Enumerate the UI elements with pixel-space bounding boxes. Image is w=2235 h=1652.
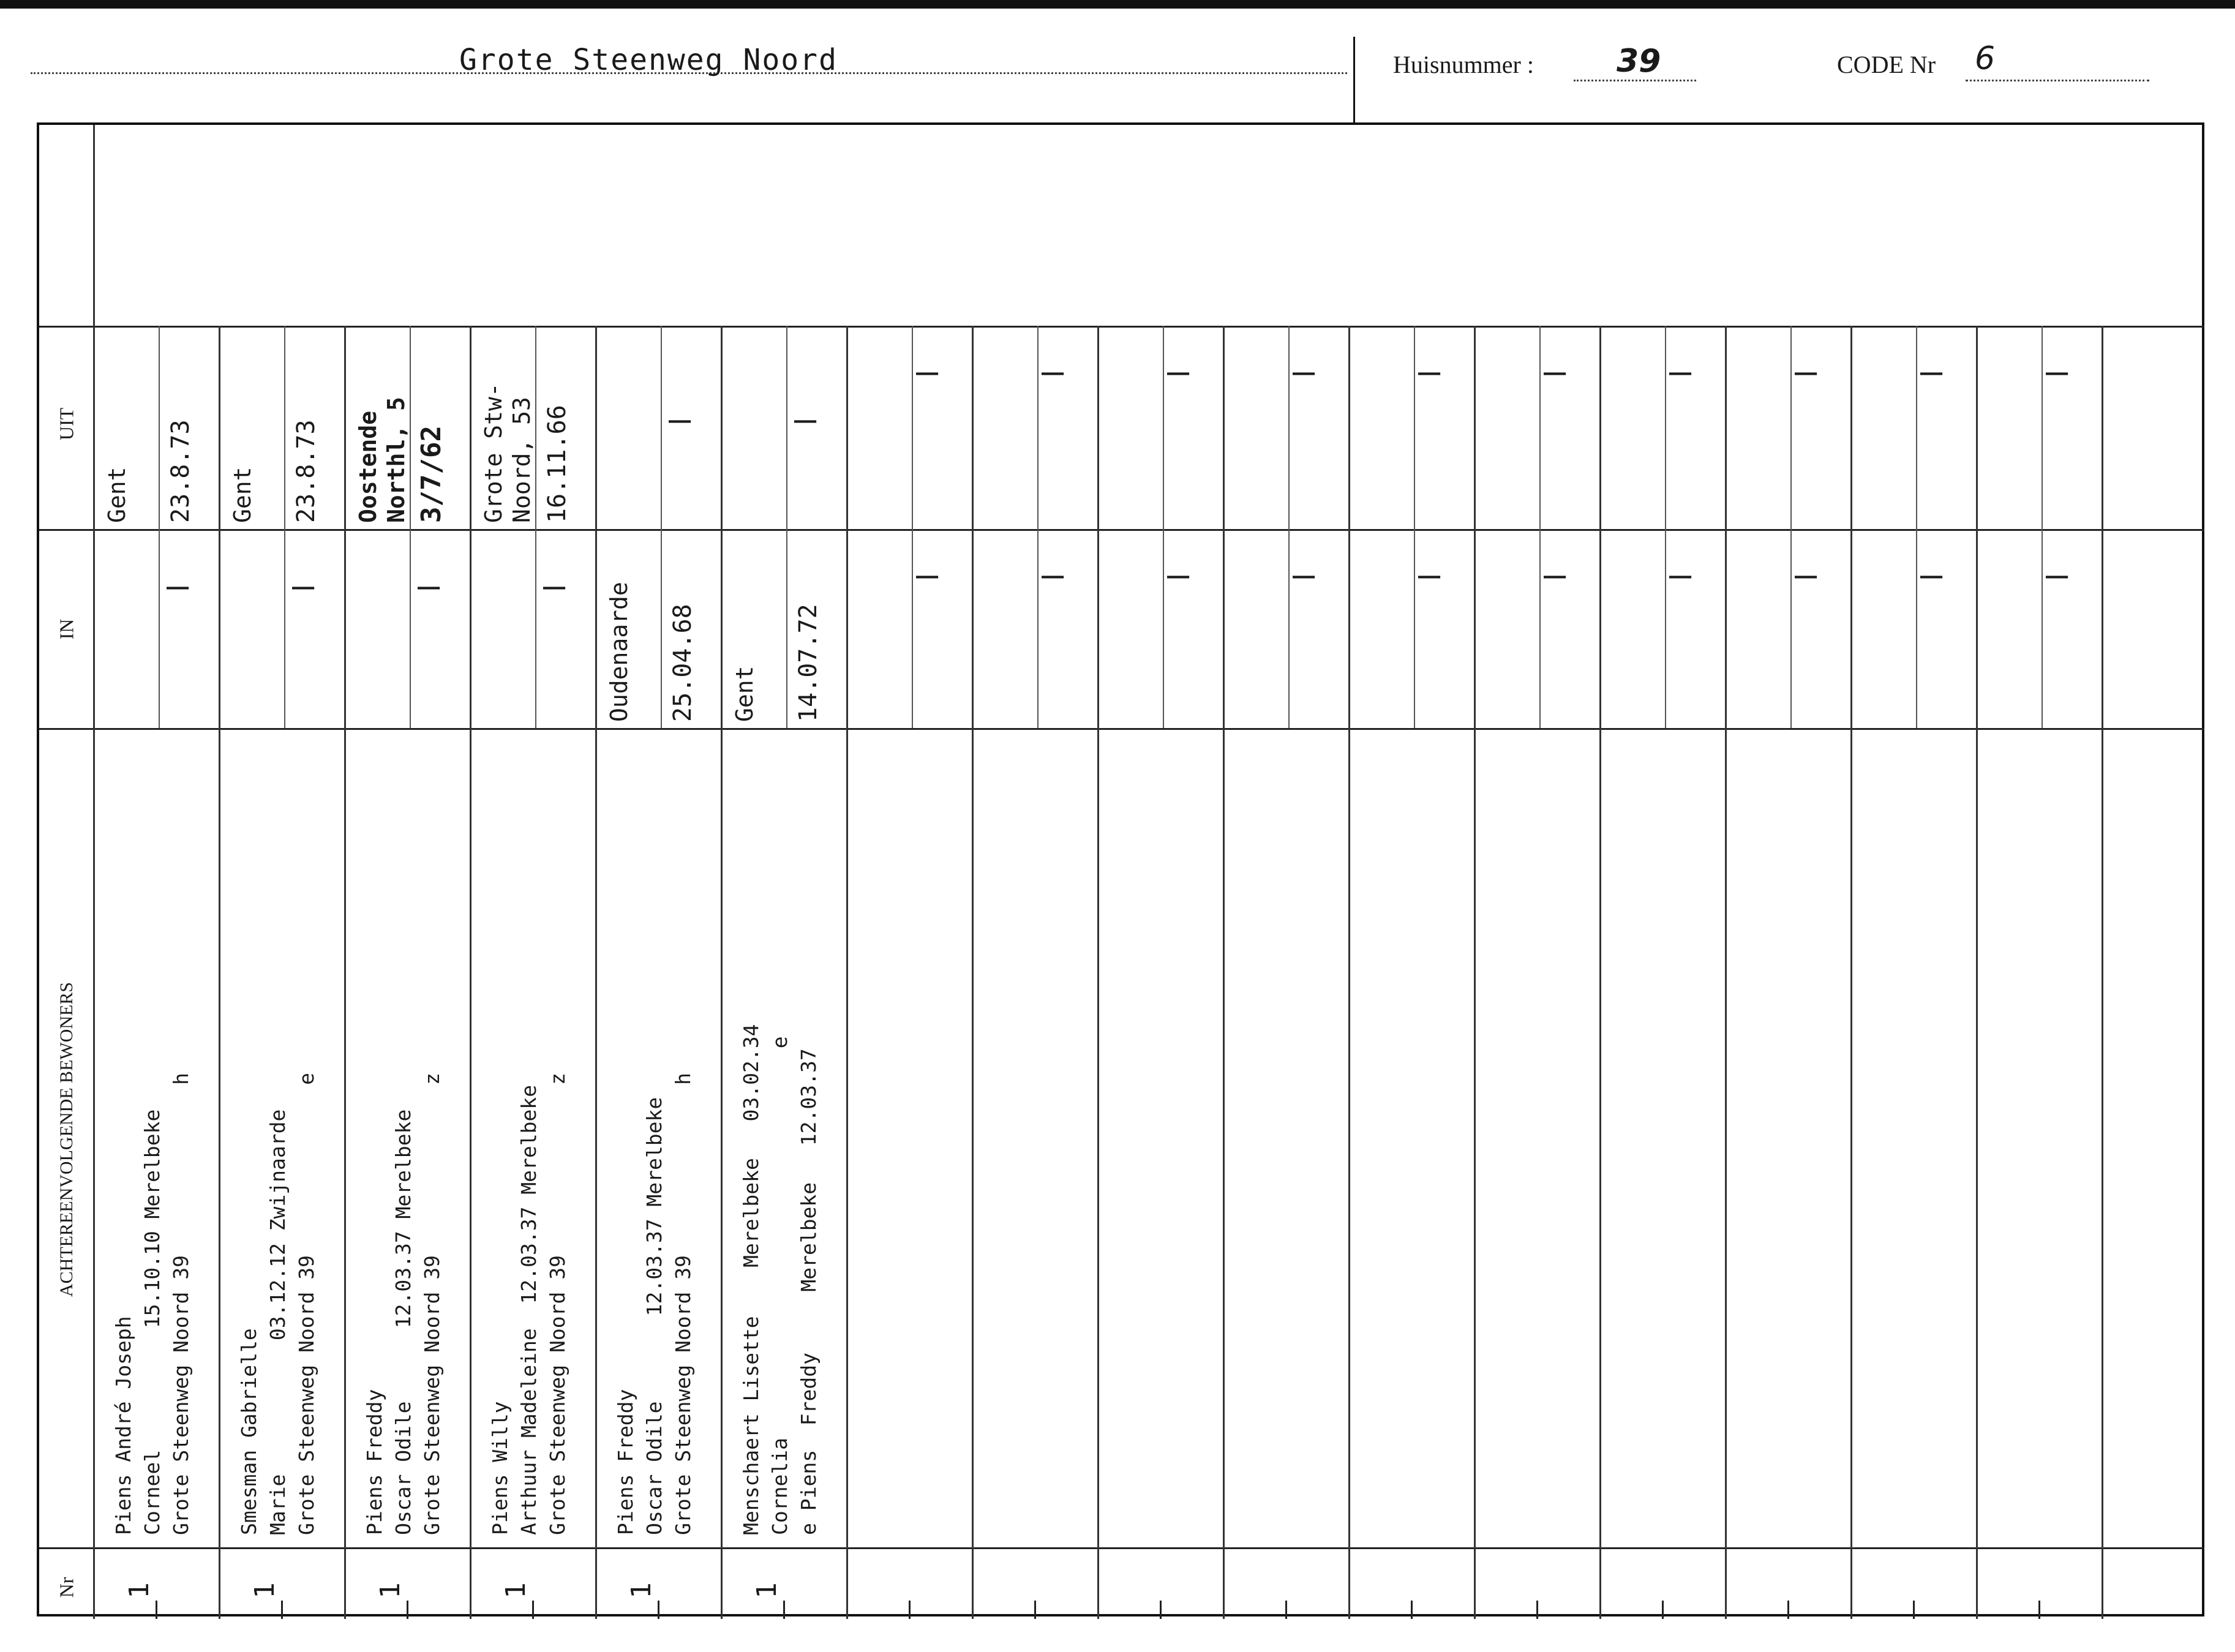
resident-row (596, 125, 722, 1619)
empty-out-dash: — (1795, 350, 1817, 393)
empty-in-dash: — (1293, 554, 1315, 596)
out-date: — (669, 398, 691, 441)
in-subdivider (2042, 529, 2043, 728)
empty-in-dash: — (1795, 554, 1817, 596)
out-subdivider (2042, 326, 2043, 529)
form-header (0, 0, 2235, 122)
code-number-label: CODE Nr (1837, 51, 1936, 78)
in-subdivider (1665, 529, 1666, 728)
empty-in-dash: — (2046, 554, 2068, 596)
empty-out-dash: — (2046, 350, 2068, 393)
house-number-value: 39 (1617, 43, 1661, 80)
out-subdivider (284, 326, 285, 529)
empty-in-dash: — (916, 554, 939, 596)
house-number-label: Huisnummer : (1393, 51, 1534, 78)
in-date: 25.04.68 (669, 604, 697, 722)
resident-row (471, 125, 596, 1619)
resident-row (220, 125, 345, 1619)
bottom-tick (2038, 1601, 2040, 1619)
in-column-label: IN (55, 618, 78, 640)
out-date: 3/7/62 (416, 426, 447, 523)
code-number-value: 6 (1975, 40, 1996, 77)
empty-in-dash: — (1418, 554, 1441, 596)
header-divider (1353, 37, 1355, 122)
bottom-tick (909, 1601, 911, 1619)
empty-out-dash: — (1418, 350, 1441, 393)
house-number-dotted-line (1574, 80, 1696, 81)
resident-entry: Smesman Gabrielle Marie 03.12.12 Zwijnaarde Grote Steenweg Noord 39 e (237, 1073, 318, 1535)
row-number: 1 (249, 1582, 280, 1599)
out-place: Grote Stw- Noord, 53 (480, 383, 535, 523)
out-place: Gent (103, 467, 130, 523)
out-subdivider (1163, 326, 1164, 529)
bottom-tick (783, 1601, 785, 1619)
bottom-tick (1160, 1601, 1162, 1619)
empty-out-dash: — (1042, 350, 1064, 393)
bottom-tick (281, 1601, 283, 1619)
resident-row (847, 125, 973, 1619)
in-subdivider (1790, 529, 1792, 728)
register-table (37, 122, 2204, 1616)
resident-row (1977, 125, 2103, 1619)
row-divider (2102, 326, 2103, 1619)
out-subdivider (912, 326, 913, 529)
empty-in-dash: — (1544, 554, 1566, 596)
out-date: — (794, 398, 817, 441)
resident-row (1852, 125, 1977, 1619)
out-subdivider (1288, 326, 1290, 529)
in-subdivider (1414, 529, 1415, 728)
bottom-tick (1411, 1601, 1413, 1619)
empty-in-dash: — (1167, 554, 1190, 596)
bottom-tick (1787, 1601, 1789, 1619)
out-subdivider (786, 326, 787, 529)
empty-out-dash: — (916, 350, 939, 393)
resident-row (1224, 125, 1350, 1619)
resident-row (1099, 125, 1224, 1619)
out-column-label: UIT (55, 407, 78, 441)
row-number: 1 (500, 1582, 532, 1599)
resident-row (973, 125, 1099, 1619)
out-date: 16.11.66 (543, 405, 571, 523)
resident-entry: Menschaert Lisette Merelbeke 03.02.34 Cornelia e e Piens Freddy Merelbeke 12.03.37 (739, 1024, 821, 1535)
out-subdivider (1790, 326, 1792, 529)
out-place: Gent (229, 467, 256, 523)
empty-out-dash: — (1544, 350, 1566, 393)
out-subdivider (159, 326, 160, 529)
in-subdivider (1288, 529, 1290, 728)
in-place: Gent (731, 666, 758, 722)
in-date: 14.07.72 (794, 604, 822, 722)
bottom-tick (1536, 1601, 1538, 1619)
in-subdivider (1539, 529, 1541, 728)
bottom-tick (407, 1601, 408, 1619)
bottom-tick (1285, 1601, 1287, 1619)
street-name: Grote Steenweg Noord (459, 43, 838, 77)
out-subdivider (1916, 326, 1917, 529)
residents-column-label: ACHTEREENVOLGENDE BEWONERS (56, 982, 77, 1297)
in-date: — (418, 565, 440, 607)
resident-row (1601, 125, 1726, 1619)
resident-row (94, 125, 220, 1619)
resident-row (345, 125, 471, 1619)
resident-entry: Piens André Joseph Corneel 15.10.10 Merelbeke Grote Steenweg Noord 39 h (111, 1073, 193, 1535)
in-date: — (543, 565, 566, 607)
empty-in-dash: — (1920, 554, 1943, 596)
bottom-tick (532, 1601, 534, 1619)
empty-in-dash: — (1042, 554, 1064, 596)
in-subdivider (1916, 529, 1917, 728)
resident-entry: Piens Willy Arthuur Madeleine 12.03.37 Merelbeke Grote Steenweg Noord 39 z (488, 1073, 569, 1535)
out-subdivider (1037, 326, 1039, 529)
empty-in-dash: — (1669, 554, 1692, 596)
in-subdivider (410, 529, 411, 728)
bottom-tick (658, 1601, 659, 1619)
empty-out-dash: — (1920, 350, 1943, 393)
in-subdivider (284, 529, 285, 728)
in-place: Oudenaarde (606, 582, 633, 722)
out-subdivider (1539, 326, 1541, 529)
in-subdivider (535, 529, 536, 728)
bottom-tick (1034, 1601, 1036, 1619)
resident-entry: Piens Freddy Oscar Odile 12.03.37 Merelbeke Grote Steenweg Noord 39 h (614, 1073, 695, 1535)
resident-row (1726, 125, 1852, 1619)
row-number: 1 (123, 1582, 155, 1599)
in-subdivider (1163, 529, 1164, 728)
row-number: 1 (751, 1582, 783, 1599)
out-place: Oostende Northl, 5 (355, 397, 410, 523)
row-number: 1 (374, 1582, 406, 1599)
bottom-tick (1662, 1601, 1664, 1619)
top-border (0, 0, 2235, 9)
in-subdivider (1037, 529, 1039, 728)
out-subdivider (1665, 326, 1666, 529)
resident-row (1350, 125, 1475, 1619)
resident-entry: Piens Freddy Oscar Odile 12.03.37 Merelbeke Grote Steenweg Noord 39 z (362, 1073, 444, 1535)
in-subdivider (159, 529, 160, 728)
in-subdivider (786, 529, 787, 728)
resident-row (722, 125, 847, 1619)
bottom-tick (1913, 1601, 1915, 1619)
in-date: — (167, 565, 189, 607)
empty-out-dash: — (1669, 350, 1692, 393)
out-date: 23.8.73 (292, 419, 320, 523)
out-subdivider (1414, 326, 1415, 529)
out-subdivider (661, 326, 662, 529)
bottom-tick (156, 1601, 157, 1619)
row-number: 1 (625, 1582, 657, 1599)
resident-row (1475, 125, 1601, 1619)
in-date: — (292, 565, 315, 607)
empty-out-dash: — (1167, 350, 1190, 393)
in-subdivider (661, 529, 662, 728)
nr-column-label: Nr (55, 1577, 78, 1598)
code-number-dotted-line (1966, 80, 2149, 81)
empty-out-dash: — (1293, 350, 1315, 393)
in-subdivider (912, 529, 913, 728)
out-date: 23.8.73 (167, 419, 195, 523)
